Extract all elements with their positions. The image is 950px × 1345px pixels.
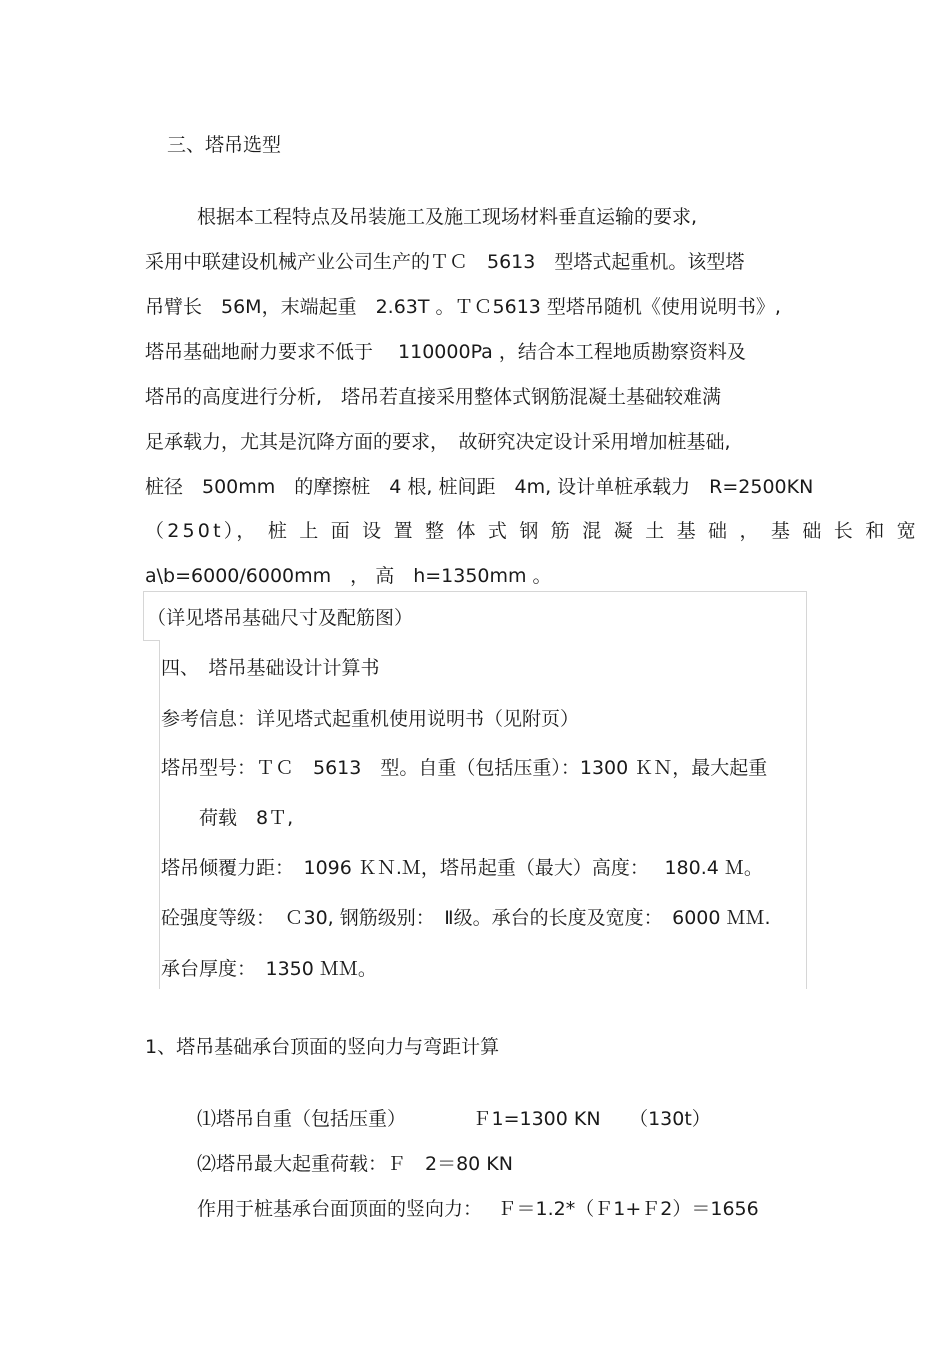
paragraph-line-8: （250t）， 桩 上 面 设 置 整 体 式 钢 筋 混 凝 土 基 础 ， 基 础 长 和 宽 xyxy=(145,520,919,542)
box-border-left-stub xyxy=(143,591,144,640)
cap-thickness-line: 承台厚度： 1350 ＭＭ。 xyxy=(161,958,377,980)
calc-line-3: 作用于桩基承台面顶面的竖向力： Ｆ＝1.2*（Ｆ1+Ｆ2）＝1656 xyxy=(197,1198,759,1220)
drawing-reference-note: （详见塔吊基础尺寸及配筋图） xyxy=(147,607,414,629)
reference-info-line: 参考信息：详见塔式起重机使用说明书（见附页） xyxy=(161,708,580,730)
box-border-top xyxy=(143,591,807,592)
paragraph-line-7: 桩径 500mm 的摩擦桩 4 根, 桩间距 4m, 设计单桩承载力 R=2500KN xyxy=(145,476,814,498)
paragraph-line-6: 足承载力，尤其是沉降方面的要求， 故研究决定设计采用增加桩基础, xyxy=(145,431,731,453)
paragraph-line-4: 塔吊基础地耐力要求不低于 110000Pa ，结合本工程地质勘察资料及 xyxy=(145,341,746,363)
box-border-left xyxy=(159,640,160,989)
section-3-heading: 三、塔吊选型 xyxy=(167,134,282,156)
box-border-right xyxy=(806,591,807,989)
section-4-heading: 四、 塔吊基础设计计算书 xyxy=(161,657,380,679)
paragraph-line-1: 根据本工程特点及吊装施工及施工现场材料垂直运输的要求, xyxy=(197,206,698,228)
paragraph-line-3: 吊臂长 56M，末端起重 2.63T 。ＴＣ5613 型塔吊随机《使用说明书》, xyxy=(145,296,781,318)
paragraph-line-2: 采用中联建设机械产业公司生产的ＴＣ 5613 型塔式起重机。该型塔 xyxy=(145,251,745,273)
concrete-grade-line: 砼强度等级： Ｃ30, 钢筋级别： Ⅱ级。承台的长度及宽度： 6000 ＭＭ. xyxy=(161,907,771,929)
calc-line-1: ⑴塔吊自重（包括压重） Ｆ1=1300 KN （130t） xyxy=(197,1108,711,1130)
crane-model-line: 塔吊型号：ＴＣ 5613 型。自重（包括压重）：1300 ＫＮ，最大起重 xyxy=(161,757,768,779)
overturning-moment-line: 塔吊倾覆力距： 1096 ＫＮ.Ｍ，塔吊起重（最大）高度： 180.4 Ｍ。 xyxy=(161,857,763,879)
paragraph-line-9: a\b=6000/6000mm ， 高 h=1350mm 。 xyxy=(145,565,552,587)
paragraph-line-5: 塔吊的高度进行分析, 塔吊若直接采用整体式钢筋混凝土基础较难满 xyxy=(145,386,722,408)
calc-line-2: ⑵塔吊最大起重荷载：Ｆ 2＝80 KN xyxy=(197,1153,513,1175)
calc-heading: 1、塔吊基础承台顶面的竖向力与弯距计算 xyxy=(145,1036,500,1058)
crane-load-line: 荷载 8Ｔ, xyxy=(199,807,294,829)
box-border-step xyxy=(143,640,159,641)
